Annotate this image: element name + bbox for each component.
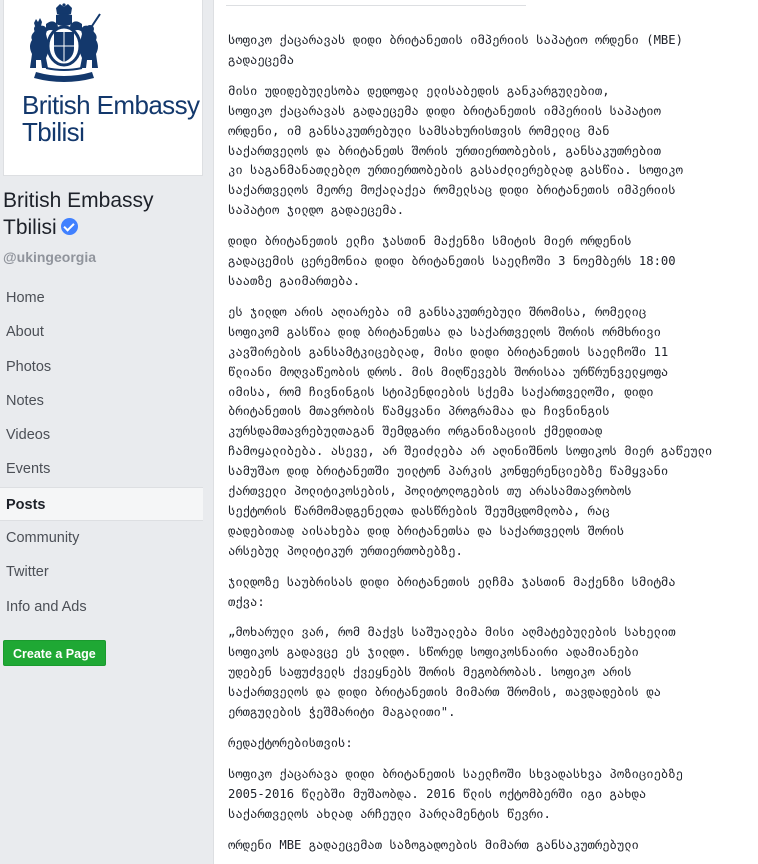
verified-badge-icon xyxy=(61,218,78,235)
post-paragraph: ჯილდოზე საუბრისას დიდი ბრიტანეთის ელჩმა ჯასთინ მაქენზი სმიტმა თქვა: xyxy=(228,574,676,609)
page-nav xyxy=(0,281,203,624)
nav-item-notes[interactable]: Notes xyxy=(6,392,44,409)
profile-title-line1: British Embassy xyxy=(22,90,200,120)
nav-item-photos[interactable]: Photos xyxy=(6,358,52,375)
post-paragraph: რედაქტორებისთვის: xyxy=(228,736,353,750)
post-quote: „მოხარული ვარ, რომ მაქვს საშუალება მისი აღმატებულების სახელით სოფიკოს გადავცე ეს ჯილდო. სწორედ სოფიკოსნაირი ადამიანები უდებენ საფუძველს ქვეყნებს შორის მეგობრობას. სოფიკო არის საქართველოს და დიდი ბრიტანეთის მიმართ შრომის, თავდადების და ერთგულების ჭეშმარიტი მაგალითი". xyxy=(228,625,676,720)
post-paragraph: სოფიკო ქაცარავას დიდი ბრიტანეთის იმპერიის საპატიო ორდენი (MBE) გადაეცემა xyxy=(228,33,683,67)
profile-picture[interactable] xyxy=(3,0,203,176)
post-content xyxy=(213,0,758,864)
nav-item-info-and-ads[interactable]: Info and Ads xyxy=(6,598,87,615)
left-sidebar xyxy=(0,0,213,864)
nav-item-videos[interactable]: Videos xyxy=(6,427,51,444)
nav-item-twitter[interactable]: Twitter xyxy=(6,564,49,581)
post-body xyxy=(228,31,754,864)
create-page-button[interactable]: Create a Page xyxy=(3,640,106,666)
post-top-divider xyxy=(226,0,526,6)
profile-picture-title xyxy=(22,92,199,146)
nav-item-events[interactable]: Events xyxy=(6,461,51,478)
page-name-text: British Embassy Tbilisi xyxy=(3,189,154,239)
profile-title-line2: Tbilisi xyxy=(22,117,85,147)
post-paragraph: ეს ჯილდო არის აღიარება იმ განსაკუთრებული შრომისა, რომელიც სოფიკომ გასწია დიდ ბრიტანეთსა და საქართველოს შორის ორმხრივი კავშირების განსამტკიცებლად, მისი დიდი ბრიტანეთის საელჩოში 11 წლიანი მოღვაწეობის დროს. მის მიღწევებს შორისაა ურწრუნველყოფა იმისა, რომ ჩივნინგის სტიპენდიების სქემა საქართველოში, დიდი ბრიტანეთის მთავრობის წამყვანი პროგრამაა და ჩივნინგის კურსდამთავრებულთაგან შემდგარი ორგანიზაციის ქმედითად ჩამოყალიბება. ასევე, არ შეიძლება არ აღინიშნოს სოფიკოს მიერ გაწეული სამუშაო დიდ ბრიტანეთში უილტონ პარკის კონფერენციებზე წამყვანი ქართველი პოლიტიკოსების, პოლიტოლოგების თუ არასამთავრობოს სექტორის წარმომადგენელთა დასწრების შეუმცდომლობა, რაც დადებითად აისახება დიდ ბრიტანეთსა და საქართველოს შორის არსებულ პოლიტიკურ ურთიერთობებზე. xyxy=(228,304,713,558)
post-paragraph: ორდენი MBE გადაეცემათ საზოგადოების მიმართ განსაკუთრებული xyxy=(228,837,639,852)
post-paragraph: სოფიკო ქაცარავა დიდი ბრიტანეთის საელჩოში სხვადასხვა პოზიციებზე 2005-2016 წლებში მუშაობდა. 2016 წლის ოქტომბერში იგი გახდა საქართველოს ახლად არჩეული პარლამენტის წევრი. xyxy=(228,766,683,821)
nav-item-about[interactable]: About xyxy=(6,324,44,341)
post-paragraph: დიდი ბრიტანეთის ელჩი ჯასთინ მაქენზი სმიტის მიერ ორდენის გადაცემის ცერემონია დიდი ბრიტანეთის საელჩოში 3 ნოემბერს 18:00 საათზე გაიმართება. xyxy=(228,234,676,288)
nav-item-posts[interactable]: Posts xyxy=(0,487,203,521)
nav-item-community[interactable]: Community xyxy=(6,530,80,547)
post-paragraph: მისი უდიდებულესობა დედოფალ ელისაბედის განკარგულებით, სოფიკო ქაცარავას გადაეცემა დიდი ბრიტანეთის იმპერიის საპატიო ორდენი, იმ განსაკუთრებული სამსახურისთვის რომელიც მან საქართველოს და ბრიტანეთს შორის ურთიერთობების, განსაკუთრებით კი საგანმანათლებლო ურთიერთობების გასაძლიერებლად გასწია. სოფიკო საქართველოს მეორე მოქალაქეა რომელსაც დიდი ბრიტანეთის იმპერიის საპატიო ჯილდო გადაეცემა. xyxy=(228,83,683,218)
royal-coat-of-arms-icon xyxy=(16,2,112,84)
nav-item-home[interactable]: Home xyxy=(6,290,45,306)
page-handle[interactable]: @ukingeorgia xyxy=(3,249,96,265)
page-name[interactable] xyxy=(3,187,208,241)
